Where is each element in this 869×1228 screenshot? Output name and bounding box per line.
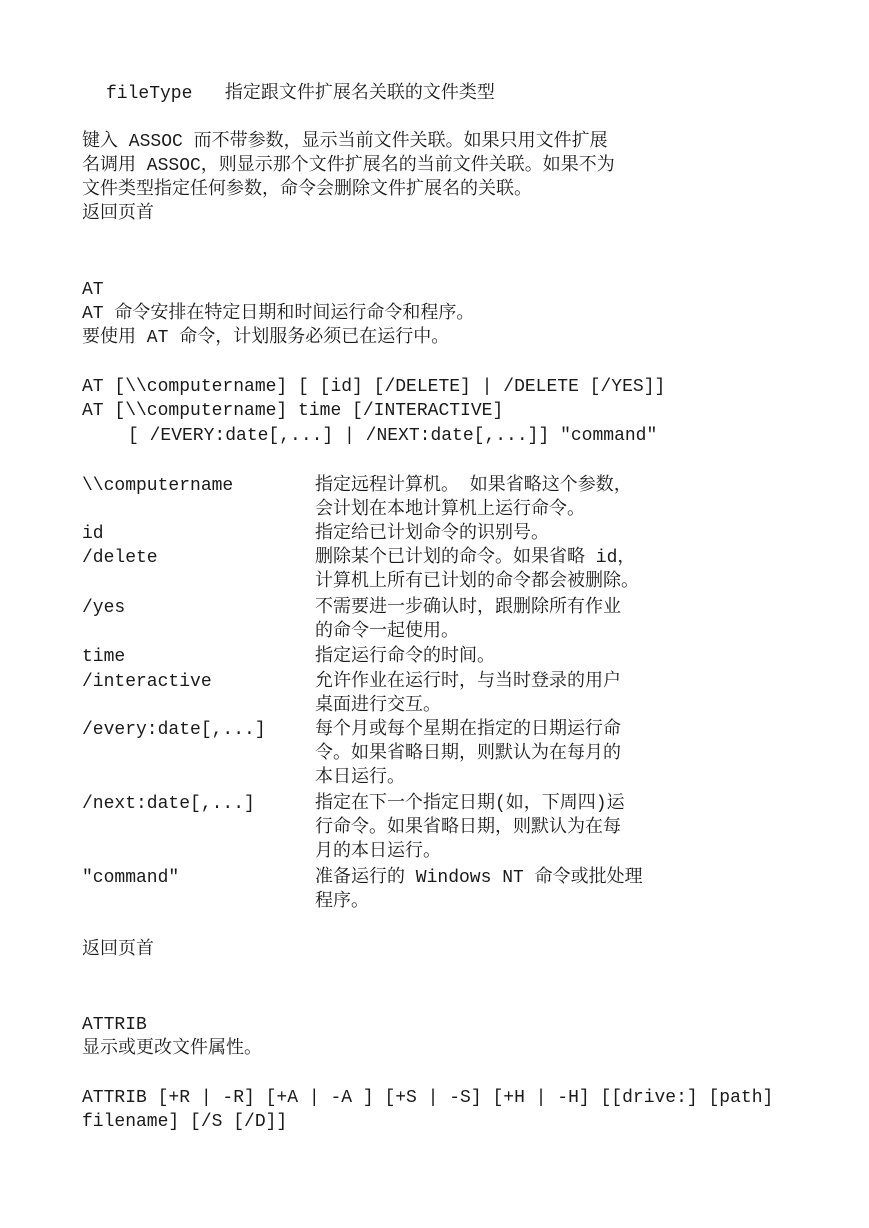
assoc-desc-line: 名调用 ASSOC，则显示那个文件扩展名的当前文件关联。如果不为 bbox=[82, 156, 615, 176]
at-syntax-line: AT [\\computername] [ [id] [/DELETE] | /DELETE [/YES]] bbox=[82, 377, 666, 397]
param-name: "command" bbox=[82, 868, 180, 888]
param-desc-line: 准备运行的 Windows NT 命令或批处理 bbox=[315, 868, 643, 888]
at-desc-line: 要使用 AT 命令，计划服务必须已在运行中。 bbox=[82, 328, 450, 348]
param-desc-line: 每个月或每个星期在指定的日期运行命 bbox=[315, 720, 621, 740]
at-section-title: AT bbox=[82, 280, 104, 300]
param-desc-line: 删除某个已计划的命令。如果省略 id， bbox=[315, 548, 636, 568]
param-desc-line: 计算机上所有已计划的命令都会被删除。 bbox=[315, 572, 639, 592]
at-syntax-line: AT [\\computername] time [/INTERACTIVE] bbox=[82, 401, 504, 421]
back-to-top-link[interactable]: 返回页首 bbox=[82, 940, 154, 960]
at-syntax-line: [ /EVERY:date[,...] | /NEXT:date[,...]] "command" bbox=[128, 426, 658, 446]
param-desc-line: 本日运行。 bbox=[315, 768, 405, 788]
param-name: /next:date[,...] bbox=[82, 794, 255, 814]
param-desc-line: 允许作业在运行时，与当时登录的用户 bbox=[315, 672, 621, 692]
param-desc-line: 行命令。如果省略日期，则默认为在每 bbox=[315, 818, 621, 838]
param-name: /yes bbox=[82, 598, 126, 618]
attrib-syntax-line: filename] [/S [/D]] bbox=[82, 1112, 288, 1132]
param-desc-line: 的命令一起使用。 bbox=[315, 622, 459, 642]
param-desc-line: 不需要进一步确认时，跟删除所有作业 bbox=[315, 598, 621, 618]
param-name: \\computername bbox=[82, 476, 234, 496]
attrib-desc: 显示或更改文件属性。 bbox=[82, 1039, 262, 1059]
param-name: id bbox=[82, 524, 104, 544]
param-desc-line: 指定在下一个指定日期(如，下周四)运 bbox=[315, 794, 625, 814]
at-desc-line: AT 命令安排在特定日期和时间运行命令和程序。 bbox=[82, 304, 475, 324]
param-name: time bbox=[82, 647, 126, 667]
attrib-syntax-line: ATTRIB [+R | -R] [+A | -A ] [+S | -S] [+H | -H] [[drive:] [path] bbox=[82, 1088, 774, 1108]
param-desc-line: 桌面进行交互。 bbox=[315, 696, 441, 716]
param-desc-line: 指定远程计算机。 如果省略这个参数， bbox=[315, 476, 632, 496]
assoc-filetype-param: fileType 指定跟文件扩展名关联的文件类型 bbox=[106, 84, 495, 104]
param-desc-line: 会计划在本地计算机上运行命令。 bbox=[315, 500, 585, 520]
param-name: /delete bbox=[82, 548, 158, 568]
param-desc-line: 指定运行命令的时间。 bbox=[315, 647, 495, 667]
param-desc-line: 令。如果省略日期，则默认为在每月的 bbox=[315, 744, 621, 764]
param-name: /interactive bbox=[82, 672, 212, 692]
back-to-top-link[interactable]: 返回页首 bbox=[82, 204, 154, 224]
assoc-desc-line: 键入 ASSOC 而不带参数，显示当前文件关联。如果只用文件扩展 bbox=[82, 132, 608, 152]
attrib-section-title: ATTRIB bbox=[82, 1015, 147, 1035]
param-desc-line: 程序。 bbox=[315, 892, 369, 912]
param-name: /every:date[,...] bbox=[82, 720, 266, 740]
param-desc-line: 月的本日运行。 bbox=[315, 842, 441, 862]
param-desc-line: 指定给已计划命令的识别号。 bbox=[315, 524, 549, 544]
assoc-desc-line: 文件类型指定任何参数，命令会删除文件扩展名的关联。 bbox=[82, 180, 532, 200]
